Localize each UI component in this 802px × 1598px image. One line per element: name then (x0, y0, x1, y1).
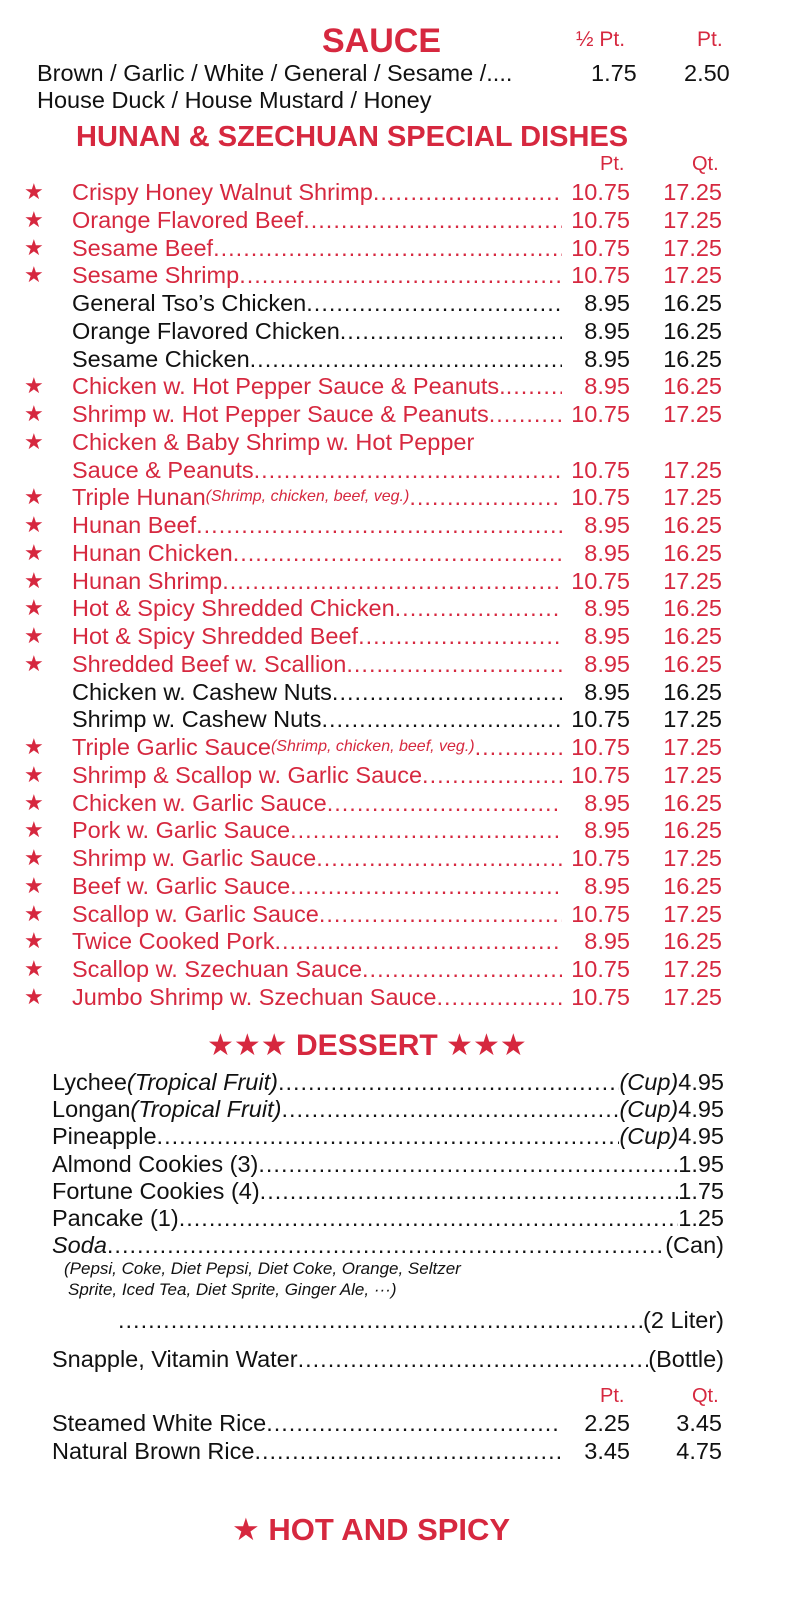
dish-name-wrap (72, 983, 562, 1011)
hot-spicy-star-icon: ★ (24, 872, 44, 898)
dish-price-quart: 17.25 (663, 401, 722, 427)
rice-price-quart: 4.75 (676, 1438, 722, 1464)
hot-spicy-star-icon: ★ (24, 983, 44, 1009)
dish-row (0, 594, 802, 622)
dessert-note: (Tropical Fruit) (126, 1069, 278, 1095)
dish-row (0, 289, 802, 317)
dish-name: Beef w. Garlic Sauce (72, 872, 291, 899)
dish-row (0, 483, 802, 511)
sauce-price-pint: 2.50 (684, 60, 730, 86)
dish-price-quart: 16.25 (663, 345, 722, 372)
dish-price-quart: 16.25 (663, 872, 722, 899)
liter-unit: (2 Liter) (643, 1307, 724, 1333)
leader-dots (254, 456, 562, 484)
leader-dots (107, 1232, 665, 1259)
leader-dots (281, 1096, 619, 1123)
dish-name: Pork w. Garlic Sauce (72, 817, 291, 844)
dish-name: Shrimp w. Hot Pepper Sauce & Peanuts (72, 401, 489, 427)
leader-dots (260, 1178, 679, 1205)
dish-price-quart: 17.25 (663, 206, 722, 233)
dish-price-pint: 8.95 (584, 595, 630, 622)
leader-dots (118, 1307, 643, 1334)
dish-price-quart: 17.25 (663, 734, 722, 760)
leader-dots (179, 1205, 679, 1232)
dessert-name: Longan (52, 1096, 131, 1123)
dish-row (0, 539, 802, 567)
dish-price-quart: 17.25 (663, 484, 722, 511)
special-col-pint: Pt. (600, 153, 625, 175)
dish-name: Orange Flavored Beef (72, 206, 304, 233)
dish-name-wrap (72, 206, 562, 234)
dish-price-pint: 10.75 (571, 262, 630, 289)
dish-row (0, 650, 802, 678)
dish-name-wrap (72, 650, 562, 678)
dish-row (0, 872, 802, 900)
dessert-name: Pancake (1) (52, 1205, 179, 1231)
leader-dots (290, 816, 562, 844)
sauce-line-2: House Duck / House Mustard / Honey (37, 87, 432, 113)
dish-price-pint: 10.75 (571, 206, 630, 233)
dish-row (0, 178, 802, 206)
dessert-note: (Tropical Fruit) (130, 1096, 282, 1123)
dish-row (0, 983, 802, 1011)
dish-row (0, 206, 802, 234)
dish-price-quart: 16.25 (663, 539, 722, 566)
dish-name: Orange Flavored Chicken (72, 317, 340, 344)
hot-spicy-star-icon: ★ (24, 262, 44, 288)
dish-note: (Shrimp, chicken, beef, veg.) (205, 488, 410, 506)
dessert-unit: (Cup) (619, 1123, 679, 1150)
dish-name-wrap (72, 511, 562, 539)
dish-name: Hunan Chicken (72, 539, 233, 566)
dish-price-quart: 17.25 (663, 956, 722, 982)
dish-price-pint: 10.75 (571, 734, 630, 760)
dish-price-quart: 17.25 (663, 761, 722, 788)
soda-list-1: (Pepsi, Coke, Diet Pepsi, Diet Coke, Orange, Seltzer (64, 1259, 461, 1278)
dish-row (0, 678, 802, 706)
dish-price-quart: 16.25 (663, 317, 722, 344)
dish-price-quart: 17.25 (663, 179, 722, 205)
dish-price-pint: 10.75 (571, 956, 630, 982)
hot-spicy-star-icon: ★ (24, 650, 44, 676)
leader-dots (422, 761, 562, 789)
dish-row (0, 234, 802, 262)
dessert-row (52, 1123, 724, 1150)
rice-name-wrap (52, 1409, 562, 1437)
dish-price-pint: 10.75 (571, 179, 630, 205)
dish-row (0, 844, 802, 872)
dish-name-wrap (72, 789, 562, 817)
dish-price-quart: 16.25 (663, 678, 722, 705)
dish-price-quart: 17.25 (663, 262, 722, 289)
rice-row (0, 1437, 802, 1465)
dish-price-quart: 16.25 (663, 789, 722, 816)
hot-and-spicy-legend: ★ HOT AND SPICY (232, 1512, 511, 1547)
dish-name-wrap (72, 317, 562, 345)
leader-dots (327, 789, 562, 817)
dish-price-quart: 16.25 (663, 650, 722, 677)
hot-spicy-star-icon: ★ (24, 373, 44, 399)
snapple-label: Snapple, Vitamin Water (52, 1346, 298, 1372)
dish-row (0, 622, 802, 650)
dessert-row (52, 1151, 724, 1178)
dessert-price: 4.95 (678, 1096, 724, 1123)
dish-price-pint: 8.95 (584, 789, 630, 816)
dessert-title: ★★★ DESSERT ★★★ (207, 1029, 527, 1062)
dish-price-pint: 10.75 (571, 456, 630, 483)
snapple-unit: (Bottle) (648, 1346, 724, 1372)
dish-price-quart: 17.25 (663, 900, 722, 927)
dish-price-quart: 17.25 (663, 706, 722, 733)
dish-price-quart: 16.25 (663, 817, 722, 844)
leader-dots (266, 1409, 562, 1437)
dish-price-quart: 16.25 (663, 928, 722, 955)
dish-price-quart: 17.25 (663, 567, 722, 594)
hot-spicy-star-icon: ★ (24, 234, 44, 260)
dessert-name: Fortune Cookies (4) (52, 1177, 260, 1204)
leader-dots (319, 900, 562, 928)
dish-name-wrap (72, 927, 562, 955)
leader-dots (340, 317, 562, 345)
leader-dots (475, 733, 562, 761)
dessert-price: 4.95 (678, 1123, 724, 1150)
dish-price-pint: 10.75 (571, 845, 630, 871)
dish-name-wrap (72, 567, 562, 595)
hot-spicy-star-icon: ★ (24, 206, 44, 232)
dessert-name: Pineapple (52, 1123, 157, 1150)
dish-name-wrap (72, 456, 562, 484)
dish-price-quart: 17.25 (663, 456, 722, 483)
dish-row (0, 705, 802, 733)
hot-spicy-star-icon: ★ (24, 539, 44, 565)
dish-name: Shrimp w. Cashew Nuts (72, 706, 322, 733)
dessert-price: 1.75 (678, 1177, 724, 1204)
dish-name-wrap (72, 594, 562, 622)
leader-dots (290, 872, 562, 900)
dish-name: Jumbo Shrimp w. Szechuan Sauce (72, 983, 437, 1010)
dish-name-wrap (72, 816, 562, 844)
dessert-row (52, 1205, 724, 1232)
rice-price-pint: 3.45 (584, 1438, 630, 1464)
hot-spicy-star-icon: ★ (24, 817, 44, 843)
snapple-row (52, 1346, 724, 1373)
dish-name: Sesame Shrimp (72, 262, 240, 289)
dish-price-quart: 16.25 (663, 290, 722, 316)
dish-row (0, 761, 802, 789)
dish-row (0, 372, 802, 400)
dish-name: Chicken w. Cashew Nuts (72, 678, 332, 705)
dish-row (0, 345, 802, 373)
dessert-row (52, 1178, 724, 1205)
dish-name-wrap (72, 622, 562, 650)
rice-col-pint: Pt. (600, 1385, 625, 1407)
dessert-row (52, 1096, 724, 1123)
dessert-name: Almond Cookies (3) (52, 1150, 259, 1177)
dish-name: General Tso’s Chicken (72, 290, 307, 316)
dessert-unit: (Cup) (619, 1096, 679, 1123)
dish-name-wrap (72, 400, 562, 428)
dish-row (0, 317, 802, 345)
rice-name: Natural Brown Rice (52, 1438, 255, 1464)
sauce-col-pint: Pt. (697, 28, 723, 51)
sauce-line-1: Brown / Garlic / White / General / Sesame /.... (37, 60, 513, 86)
leader-dots (489, 400, 562, 428)
dish-name: Shredded Beef w. Scallion (72, 650, 347, 677)
leader-dots (358, 622, 562, 650)
leader-dots (332, 678, 562, 706)
hot-spicy-star-icon: ★ (24, 761, 44, 787)
dish-name-wrap (72, 844, 562, 872)
dish-price-pint: 8.95 (584, 373, 630, 400)
dessert-price: 4.95 (678, 1069, 724, 1095)
hot-spicy-star-icon: ★ (24, 595, 44, 621)
hot-spicy-star-icon: ★ (24, 956, 44, 981)
hot-spicy-star-icon: ★ (24, 900, 44, 926)
dish-price-pint: 10.75 (571, 706, 630, 733)
special-col-quart: Qt. (692, 153, 719, 175)
dish-name-wrap (72, 345, 562, 373)
dish-name: Sesame Beef (72, 234, 214, 261)
dish-name: Hunan Beef (72, 512, 197, 538)
dish-name-wrap (72, 178, 562, 206)
dessert-row (52, 1069, 724, 1096)
dish-name: Shrimp & Scallop w. Garlic Sauce (72, 761, 423, 788)
leader-dots (316, 844, 562, 872)
dish-price-pint: 8.95 (584, 539, 630, 566)
dish-row (0, 456, 802, 484)
soda-label: Soda (52, 1232, 107, 1258)
leader-dots (196, 511, 562, 539)
dish-price-pint: 8.95 (584, 872, 630, 899)
leader-dots (233, 539, 562, 567)
dish-name-wrap (72, 261, 562, 289)
sauce-title: SAUCE (322, 22, 442, 60)
hot-spicy-star-icon: ★ (24, 789, 44, 815)
leader-dots (298, 1346, 649, 1373)
hot-spicy-star-icon: ★ (24, 567, 44, 593)
leader-dots (274, 927, 562, 955)
dish-price-pint: 10.75 (571, 983, 630, 1010)
soda-unit: (Can) (665, 1232, 724, 1258)
dish-row (0, 816, 802, 844)
dish-price-quart: 17.25 (663, 983, 722, 1010)
dish-price-pint: 8.95 (584, 623, 630, 649)
sauce-price-half-pint: 1.75 (591, 60, 637, 86)
leader-dots (258, 1151, 678, 1178)
dish-name-wrap (72, 234, 562, 262)
dessert-price: 1.95 (678, 1150, 724, 1177)
dish-name: Shrimp w. Garlic Sauce (72, 845, 317, 871)
dish-price-pint: 10.75 (571, 484, 630, 511)
dish-row (0, 927, 802, 955)
dish-name-wrap (72, 705, 562, 733)
rice-price-pint: 2.25 (584, 1410, 630, 1436)
leader-dots (213, 234, 562, 262)
dish-row (0, 955, 802, 983)
dish-price-pint: 8.95 (584, 650, 630, 677)
dish-row (0, 900, 802, 928)
dish-price-quart: 16.25 (663, 623, 722, 649)
leader-dots (395, 594, 562, 622)
hot-spicy-star-icon: ★ (24, 512, 44, 537)
hot-spicy-star-icon: ★ (24, 428, 44, 454)
hot-spicy-star-icon: ★ (24, 179, 44, 204)
dish-row (0, 400, 802, 428)
dish-price-pint: 10.75 (571, 900, 630, 927)
dish-price-pint: 10.75 (571, 234, 630, 261)
rice-price-quart: 3.45 (676, 1410, 722, 1436)
dish-row (0, 428, 802, 456)
dish-row (0, 261, 802, 289)
dish-row (0, 511, 802, 539)
dish-name: Sauce & Peanuts (72, 456, 254, 483)
dish-price-pint: 8.95 (584, 512, 630, 538)
dish-name: Sesame Chicken (72, 345, 250, 372)
dish-price-quart: 16.25 (663, 595, 722, 622)
dish-name: Chicken & Baby Shrimp w. Hot Pepper (72, 428, 475, 455)
leader-dots (239, 261, 562, 289)
dish-name: Crispy Honey Walnut Shrimp (72, 179, 373, 205)
dish-row (0, 567, 802, 595)
liter-row (118, 1307, 724, 1334)
hot-spicy-star-icon: ★ (24, 845, 44, 870)
hot-spicy-star-icon: ★ (24, 484, 44, 510)
dish-name: Scallop w. Garlic Sauce (72, 900, 319, 927)
leader-dots (409, 483, 562, 511)
dish-price-quart: 17.25 (663, 234, 722, 261)
dish-name-wrap (72, 539, 562, 567)
dessert-price: 1.25 (678, 1205, 724, 1231)
leader-dots (321, 705, 562, 733)
leader-dots (222, 567, 562, 595)
special-title: HUNAN & SZECHUAN SPECIAL DISHES (76, 121, 629, 153)
dish-name-wrap (72, 900, 562, 928)
dish-price-pint: 8.95 (584, 317, 630, 344)
leader-dots (346, 650, 562, 678)
dish-name-wrap (72, 483, 562, 511)
leader-dots (254, 1437, 562, 1465)
rice-name: Steamed White Rice (52, 1410, 267, 1436)
dish-price-pint: 8.95 (584, 928, 630, 955)
dish-price-pint: 8.95 (584, 817, 630, 844)
dish-name-wrap (72, 372, 562, 400)
dish-price-quart: 16.25 (663, 373, 722, 400)
leader-dots (303, 206, 562, 234)
dish-price-quart: 16.25 (663, 512, 722, 538)
dish-name-wrap (72, 289, 562, 317)
dish-price-pint: 8.95 (584, 290, 630, 316)
soda-row (52, 1232, 724, 1259)
dish-name-wrap (72, 678, 562, 706)
dish-note: (Shrimp, chicken, beef, veg.) (270, 738, 475, 755)
sauce-col-half-pint: ½ Pt. (576, 28, 626, 51)
hot-spicy-star-icon: ★ (24, 734, 44, 759)
hot-spicy-star-icon: ★ (24, 401, 44, 426)
leader-dots (362, 955, 562, 983)
dish-name: Twice Cooked Pork (72, 928, 275, 955)
leader-dots (506, 372, 562, 400)
dish-name-wrap (72, 955, 562, 983)
dessert-name: Lychee (52, 1069, 127, 1095)
dish-name-wrap (72, 428, 802, 456)
hot-spicy-star-icon: ★ (24, 928, 44, 954)
dish-row (0, 733, 802, 761)
leader-dots (250, 345, 562, 373)
dish-price-quart: 17.25 (663, 845, 722, 871)
leader-dots (306, 289, 562, 317)
dish-name: Scallop w. Szechuan Sauce (72, 956, 363, 982)
dish-name: Hot & Spicy Shredded Beef (72, 623, 359, 649)
leader-dots (436, 983, 562, 1011)
dish-name-wrap (72, 872, 562, 900)
dish-price-pint: 10.75 (571, 761, 630, 788)
dessert-unit: (Cup) (619, 1069, 679, 1095)
dish-price-pint: 8.95 (584, 678, 630, 705)
dish-name: Triple Hunan (72, 484, 206, 511)
hot-spicy-star-icon: ★ (24, 623, 44, 648)
dish-price-pint: 10.75 (571, 401, 630, 427)
dish-name: Chicken w. Garlic Sauce (72, 789, 327, 816)
dish-name-wrap (72, 733, 562, 761)
dish-name: Hot & Spicy Shredded Chicken (72, 595, 395, 622)
dish-row (0, 789, 802, 817)
dish-name: Hunan Shrimp (72, 567, 223, 594)
rice-name-wrap (52, 1437, 562, 1465)
rice-col-quart: Qt. (692, 1385, 719, 1407)
leader-dots (278, 1069, 620, 1096)
dish-price-pint: 10.75 (571, 567, 630, 594)
soda-list-2: Sprite, Iced Tea, Diet Sprite, Ginger Ale, ···) (68, 1280, 397, 1299)
rice-row (0, 1409, 802, 1437)
leader-dots (157, 1123, 620, 1150)
dish-name-wrap (72, 761, 562, 789)
dish-name: Triple Garlic Sauce (72, 734, 271, 760)
leader-dots (373, 178, 562, 206)
dish-price-pint: 8.95 (584, 345, 630, 372)
dish-name: Chicken w. Hot Pepper Sauce & Peanuts. (72, 373, 506, 400)
